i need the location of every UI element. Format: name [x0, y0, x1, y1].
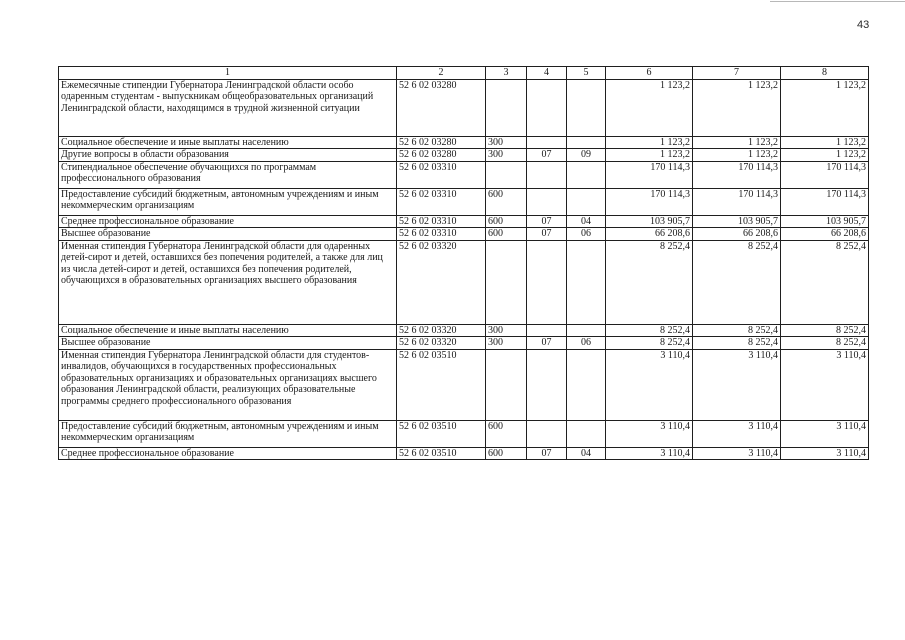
target-article-cell: 52 6 02 03310 — [397, 228, 486, 241]
column-number: 6 — [606, 67, 693, 80]
expense-type-cell — [486, 161, 527, 188]
section-cell — [527, 161, 567, 188]
expense-type-cell: 300 — [486, 149, 527, 162]
target-article-cell: 52 6 02 03280 — [397, 136, 486, 149]
amount-year2-cell: 3 110,4 — [693, 349, 781, 420]
expense-type-cell: 300 — [486, 324, 527, 337]
table-row — [59, 349, 869, 420]
amount-year3-cell: 1 123,2 — [781, 79, 869, 136]
column-number: 5 — [567, 67, 606, 80]
amount-year3-cell: 3 110,4 — [781, 420, 869, 447]
section-cell — [527, 79, 567, 136]
subsection-cell: 04 — [567, 447, 606, 460]
amount-year3-cell: 8 252,4 — [781, 240, 869, 324]
page-number: 43 — [857, 19, 870, 31]
row-name-cell: Стипендиальное обеспечение обучающихся по программам профессионального образования — [59, 161, 397, 188]
expense-type-cell: 600 — [486, 228, 527, 241]
section-cell — [527, 349, 567, 420]
amount-year2-cell: 1 123,2 — [693, 79, 781, 136]
section-cell — [527, 420, 567, 447]
amount-year1-cell: 1 123,2 — [606, 79, 693, 136]
top-edge-line — [770, 1, 905, 2]
row-name-cell: Высшее образование — [59, 228, 397, 241]
amount-year3-cell: 8 252,4 — [781, 337, 869, 350]
amount-year2-cell: 170 114,3 — [693, 161, 781, 188]
subsection-cell — [567, 188, 606, 215]
subsection-cell — [567, 349, 606, 420]
row-name-cell: Социальное обеспечение и иные выплаты населению — [59, 136, 397, 149]
amount-year3-cell: 1 123,2 — [781, 136, 869, 149]
amount-year2-cell: 8 252,4 — [693, 337, 781, 350]
table-row — [59, 228, 869, 241]
table-row — [59, 324, 869, 337]
expense-type-cell: 300 — [486, 136, 527, 149]
subsection-cell: 09 — [567, 149, 606, 162]
amount-year3-cell: 103 905,7 — [781, 215, 869, 228]
section-cell: 07 — [527, 228, 567, 241]
amount-year1-cell: 8 252,4 — [606, 337, 693, 350]
target-article-cell: 52 6 02 03280 — [397, 79, 486, 136]
table-row — [59, 149, 869, 162]
table-row — [59, 188, 869, 215]
expense-type-cell — [486, 240, 527, 324]
amount-year1-cell: 1 123,2 — [606, 149, 693, 162]
expense-type-cell: 300 — [486, 337, 527, 350]
amount-year1-cell: 103 905,7 — [606, 215, 693, 228]
amount-year1-cell: 3 110,4 — [606, 349, 693, 420]
row-name-cell: Именная стипендия Губернатора Ленинградской области для одаренных детей-сирот и детей, оставшихся без попечения родителей, а также для лиц из числа детей-сирот и детей, оставшихся без попечения родителей, обучающихся в образовательных организациях высшего образования — [59, 240, 397, 324]
amount-year3-cell: 3 110,4 — [781, 349, 869, 420]
subsection-cell: 06 — [567, 337, 606, 350]
amount-year1-cell: 170 114,3 — [606, 188, 693, 215]
section-cell — [527, 136, 567, 149]
table-row — [59, 337, 869, 350]
column-number: 3 — [486, 67, 527, 80]
expense-type-cell — [486, 349, 527, 420]
target-article-cell: 52 6 02 03510 — [397, 447, 486, 460]
section-cell: 07 — [527, 447, 567, 460]
section-cell: 07 — [527, 149, 567, 162]
amount-year1-cell: 3 110,4 — [606, 447, 693, 460]
subsection-cell — [567, 79, 606, 136]
table-body — [59, 79, 869, 460]
amount-year2-cell: 3 110,4 — [693, 420, 781, 447]
row-name-cell: Другие вопросы в области образования — [59, 149, 397, 162]
target-article-cell: 52 6 02 03320 — [397, 337, 486, 350]
table-header-row — [59, 67, 869, 80]
expense-type-cell: 600 — [486, 447, 527, 460]
subsection-cell — [567, 420, 606, 447]
amount-year2-cell: 3 110,4 — [693, 447, 781, 460]
table-row — [59, 136, 869, 149]
column-number: 7 — [693, 67, 781, 80]
amount-year2-cell: 1 123,2 — [693, 149, 781, 162]
amount-year1-cell: 1 123,2 — [606, 136, 693, 149]
target-article-cell: 52 6 02 03320 — [397, 324, 486, 337]
amount-year2-cell: 8 252,4 — [693, 324, 781, 337]
amount-year1-cell: 3 110,4 — [606, 420, 693, 447]
subsection-cell: 06 — [567, 228, 606, 241]
amount-year2-cell: 66 208,6 — [693, 228, 781, 241]
amount-year2-cell: 170 114,3 — [693, 188, 781, 215]
subsection-cell — [567, 240, 606, 324]
amount-year1-cell: 66 208,6 — [606, 228, 693, 241]
amount-year2-cell: 1 123,2 — [693, 136, 781, 149]
subsection-cell: 04 — [567, 215, 606, 228]
column-number: 1 — [59, 67, 397, 80]
row-name-cell: Предоставление субсидий бюджетным, автономным учреждениям и иным некоммерческим организациям — [59, 188, 397, 215]
target-article-cell: 52 6 02 03320 — [397, 240, 486, 324]
subsection-cell — [567, 324, 606, 337]
row-name-cell: Среднее профессиональное образование — [59, 447, 397, 460]
subsection-cell — [567, 136, 606, 149]
row-name-cell: Ежемесячные стипендии Губернатора Ленинградской области особо одаренным студентам - выпускникам общеобразовательных организаций Ленинградской области, находящимся в трудной жизненной ситуации — [59, 79, 397, 136]
section-cell: 07 — [527, 337, 567, 350]
section-cell: 07 — [527, 215, 567, 228]
amount-year3-cell: 66 208,6 — [781, 228, 869, 241]
amount-year3-cell: 1 123,2 — [781, 149, 869, 162]
expense-type-cell: 600 — [486, 188, 527, 215]
table-row — [59, 215, 869, 228]
column-number: 8 — [781, 67, 869, 80]
target-article-cell: 52 6 02 03510 — [397, 349, 486, 420]
target-article-cell: 52 6 02 03310 — [397, 215, 486, 228]
amount-year1-cell: 170 114,3 — [606, 161, 693, 188]
target-article-cell: 52 6 02 03310 — [397, 188, 486, 215]
expense-type-cell: 600 — [486, 215, 527, 228]
target-article-cell: 52 6 02 03510 — [397, 420, 486, 447]
column-number: 4 — [527, 67, 567, 80]
column-number: 2 — [397, 67, 486, 80]
row-name-cell: Предоставление субсидий бюджетным, автономным учреждениям и иным некоммерческим организациям — [59, 420, 397, 447]
table-row — [59, 420, 869, 447]
row-name-cell: Социальное обеспечение и иные выплаты населению — [59, 324, 397, 337]
target-article-cell: 52 6 02 03280 — [397, 149, 486, 162]
table-row — [59, 240, 869, 324]
table-row — [59, 79, 869, 136]
amount-year2-cell: 8 252,4 — [693, 240, 781, 324]
section-cell — [527, 324, 567, 337]
budget-table — [58, 66, 869, 460]
amount-year2-cell: 103 905,7 — [693, 215, 781, 228]
expense-type-cell — [486, 79, 527, 136]
amount-year1-cell: 8 252,4 — [606, 240, 693, 324]
amount-year3-cell: 3 110,4 — [781, 447, 869, 460]
table-row — [59, 161, 869, 188]
subsection-cell — [567, 161, 606, 188]
amount-year1-cell: 8 252,4 — [606, 324, 693, 337]
target-article-cell: 52 6 02 03310 — [397, 161, 486, 188]
table-row — [59, 447, 869, 460]
row-name-cell: Среднее профессиональное образование — [59, 215, 397, 228]
amount-year3-cell: 8 252,4 — [781, 324, 869, 337]
section-cell — [527, 188, 567, 215]
amount-year3-cell: 170 114,3 — [781, 161, 869, 188]
row-name-cell: Высшее образование — [59, 337, 397, 350]
amount-year3-cell: 170 114,3 — [781, 188, 869, 215]
row-name-cell: Именная стипендия Губернатора Ленинградской области для студентов-инвалидов, обучающихся в государственных профессиональных образовательных организациях и образовательных организациях высшего образования Ленинградской области, реализующих образовательные программы среднего профессионального образования — [59, 349, 397, 420]
section-cell — [527, 240, 567, 324]
expense-type-cell: 600 — [486, 420, 527, 447]
